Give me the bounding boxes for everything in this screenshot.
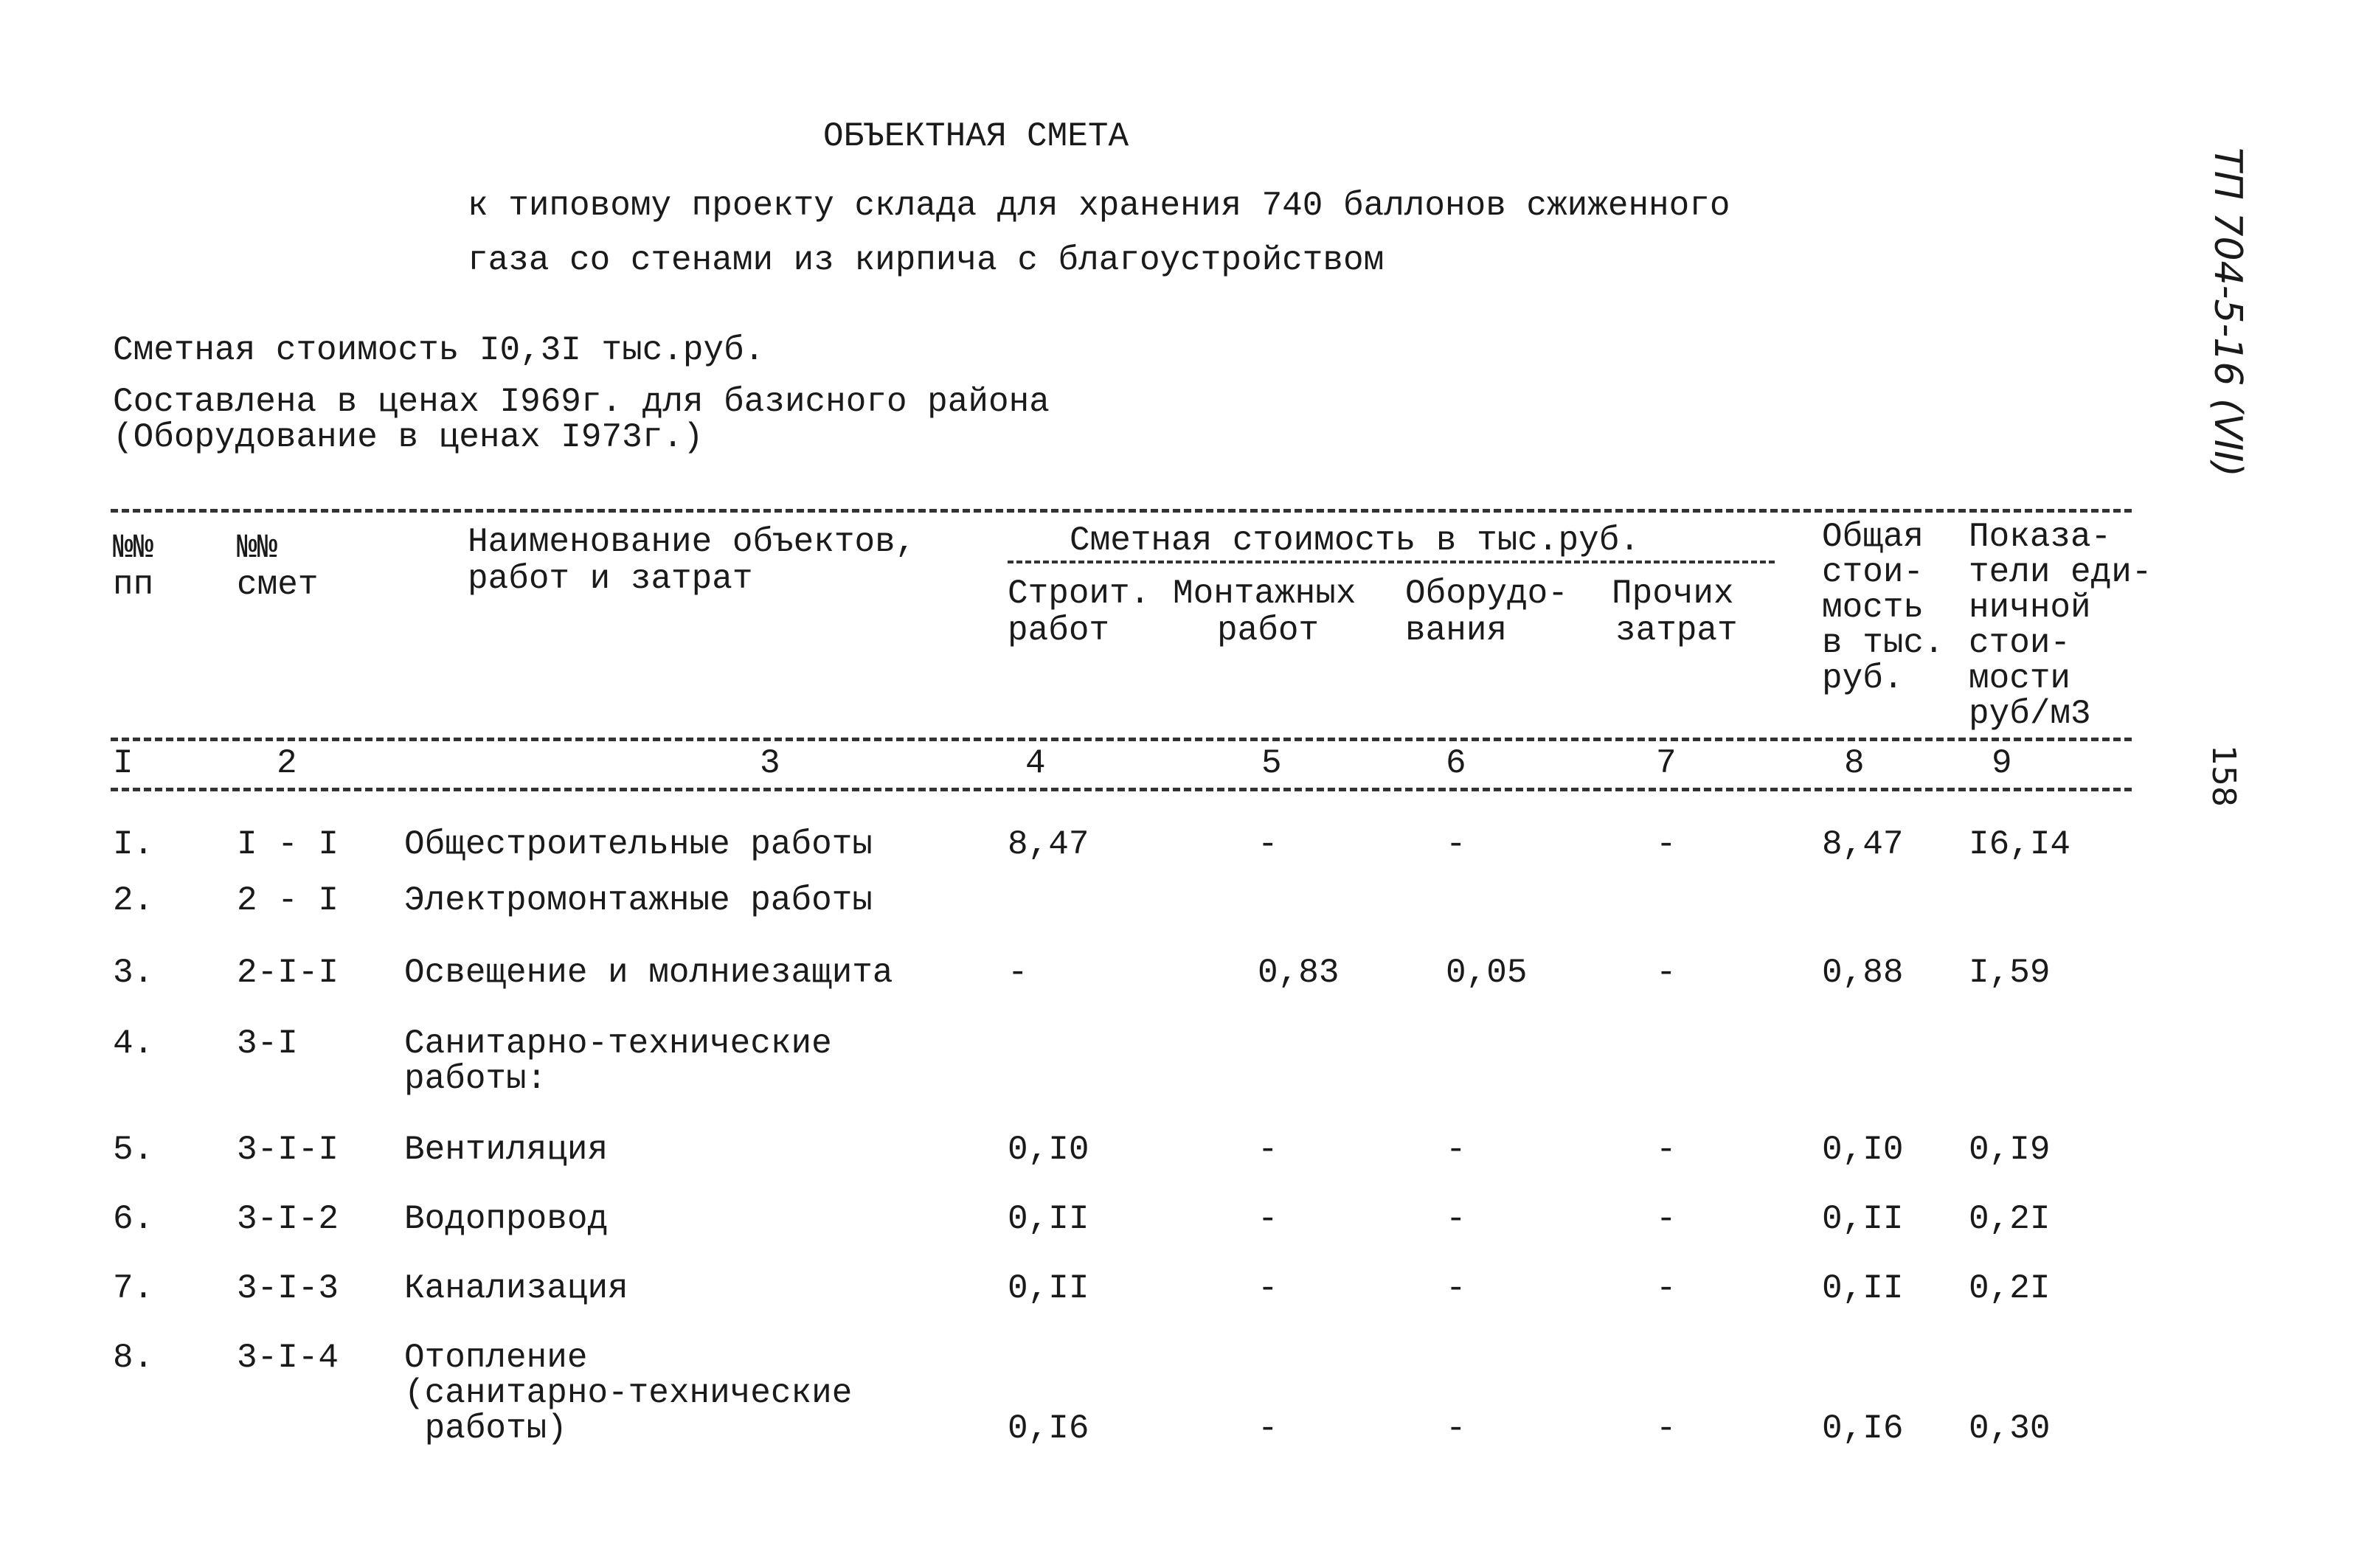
- estimate-code: 3-I-3: [237, 1269, 339, 1308]
- cell-c7: -: [1656, 1131, 1677, 1169]
- row-number: 7.: [113, 1269, 154, 1308]
- cell-c6: -: [1446, 825, 1466, 864]
- header-col8-line: мость: [1822, 589, 1924, 627]
- header-col5-line: работ: [1217, 611, 1320, 650]
- cell-c9: 0,I9: [1969, 1131, 2051, 1169]
- header-col3-line: Наименование объектов,: [468, 523, 916, 561]
- cell-c6: 0,05: [1446, 954, 1528, 992]
- prices-line-2: (Оборудование в ценах I973г.): [113, 418, 704, 457]
- cell-c5: -: [1258, 825, 1278, 864]
- estimate-code: 3-I-I: [237, 1131, 339, 1169]
- estimate-code: 2-I-I: [237, 954, 339, 992]
- header-group-cost: Сметная стоимость в тыс.руб.: [1070, 521, 1640, 560]
- group-underline: [1008, 561, 1775, 563]
- header-col9-line: Показа-: [1969, 518, 2112, 556]
- column-number-3: 3: [760, 744, 780, 783]
- estimate-code: 3-I-4: [237, 1339, 339, 1377]
- header-col1-line: пп: [113, 566, 154, 604]
- row-number: 2.: [113, 881, 154, 920]
- header-col2-line: №№: [237, 529, 278, 567]
- item-name: Электромонтажные работы: [404, 881, 873, 920]
- cell-c8: 0,88: [1822, 954, 1904, 992]
- cell-c8: 0,I6: [1822, 1409, 1904, 1448]
- cell-c5: -: [1258, 1269, 1278, 1308]
- page-number: 158: [2205, 745, 2242, 807]
- estimate-code: 3-I-2: [237, 1200, 339, 1238]
- column-number-2: 2: [277, 744, 297, 783]
- cell-c5: 0,83: [1258, 954, 1340, 992]
- row-number: I.: [113, 825, 154, 864]
- subtitle-line-1: к типовому проекту склада для хранения 740 баллонов сжиженного: [468, 187, 1730, 225]
- cell-c4: 8,47: [1008, 825, 1089, 864]
- item-name: работы): [404, 1409, 567, 1448]
- cell-c7: -: [1656, 954, 1677, 992]
- header-col9-line: мости: [1969, 659, 2071, 698]
- cell-c9: 0,2I: [1969, 1269, 2051, 1308]
- column-number-1: I: [113, 744, 134, 783]
- header-col8-line: руб.: [1822, 659, 1904, 698]
- header-col7-line: Прочих: [1612, 575, 1734, 613]
- cell-c4: -: [1008, 954, 1028, 992]
- item-name: Вентиляция: [404, 1131, 609, 1169]
- cell-c7: -: [1656, 1269, 1677, 1308]
- column-number-6: 6: [1446, 744, 1466, 783]
- cell-c6: -: [1446, 1200, 1466, 1238]
- estimate-code: I - I: [237, 825, 339, 864]
- column-number-7: 7: [1656, 744, 1677, 783]
- header-col5-line: Монтажных: [1173, 575, 1356, 613]
- cell-c9: 0,2I: [1969, 1200, 2051, 1238]
- header-col9-line: ничной: [1969, 589, 2091, 627]
- cell-c9: I,59: [1969, 954, 2051, 992]
- item-name: Отопление: [404, 1339, 588, 1377]
- cell-c6: -: [1446, 1409, 1466, 1448]
- table-top-rule: [111, 509, 2132, 513]
- cell-c4: 0,I0: [1008, 1131, 1089, 1169]
- header-col4-line: Строит.: [1008, 575, 1151, 613]
- header-col9-line: тели еди-: [1969, 553, 2152, 592]
- cell-c5: -: [1258, 1409, 1278, 1448]
- cell-c6: -: [1446, 1131, 1466, 1169]
- cell-c9: I6,I4: [1969, 825, 2071, 864]
- item-name: Водопровод: [404, 1200, 609, 1238]
- item-name: Общестроительные работы: [404, 825, 873, 864]
- column-number-9: 9: [1992, 744, 2012, 783]
- row-number: 4.: [113, 1024, 154, 1063]
- row-number: 3.: [113, 954, 154, 992]
- header-col1-line: №№: [113, 529, 154, 567]
- prices-line-1: Составлена в ценах I969г. для базисного района: [113, 383, 1050, 421]
- cell-c8: 8,47: [1822, 825, 1904, 864]
- header-col2-line: смет: [237, 566, 319, 604]
- side-project-code: ТП 704-5-16 (VII): [2205, 148, 2250, 477]
- item-name: Канализация: [404, 1269, 628, 1308]
- column-number-4: 4: [1025, 744, 1046, 783]
- cell-c5: -: [1258, 1131, 1278, 1169]
- item-name: Санитарно-технические: [404, 1024, 832, 1063]
- cell-c4: 0,II: [1008, 1269, 1089, 1308]
- header-col7-line: затрат: [1615, 611, 1738, 650]
- cell-c7: -: [1656, 1200, 1677, 1238]
- cell-c8: 0,II: [1822, 1269, 1904, 1308]
- document-title: ОБЪЕКТНАЯ СМЕТА: [823, 117, 1129, 156]
- numbers-rule: [111, 788, 2132, 791]
- cell-c7: -: [1656, 1409, 1677, 1448]
- cell-c8: 0,II: [1822, 1200, 1904, 1238]
- column-number-8: 8: [1844, 744, 1865, 783]
- item-name: (санитарно-технические: [404, 1374, 853, 1412]
- item-name: Освещение и молниезащита: [404, 954, 893, 992]
- estimate-code: 2 - I: [237, 881, 339, 920]
- header-col8-line: стои-: [1822, 553, 1924, 592]
- cell-c6: -: [1446, 1269, 1466, 1308]
- header-col3-line: работ и затрат: [468, 560, 753, 598]
- column-number-5: 5: [1261, 744, 1282, 783]
- cell-c4: 0,I6: [1008, 1409, 1089, 1448]
- row-number: 8.: [113, 1339, 154, 1377]
- subtitle-line-2: газа со стенами из кирпича с благоустройством: [468, 241, 1385, 280]
- item-name: работы:: [404, 1060, 547, 1098]
- cell-c5: -: [1258, 1200, 1278, 1238]
- header-col6-line: Оборудо-: [1405, 575, 1568, 613]
- header-col8-line: Общая: [1822, 518, 1924, 556]
- row-number: 6.: [113, 1200, 154, 1238]
- cell-c7: -: [1656, 825, 1677, 864]
- header-col6-line: вания: [1405, 611, 1508, 650]
- header-col4-line: работ: [1008, 611, 1110, 650]
- cell-c8: 0,I0: [1822, 1131, 1904, 1169]
- cell-c9: 0,30: [1969, 1409, 2051, 1448]
- header-col9-line: стои-: [1969, 624, 2071, 662]
- header-col8-line: в тыс.: [1822, 624, 1944, 662]
- header-col9-line: руб/м3: [1969, 695, 2091, 733]
- cell-c4: 0,II: [1008, 1200, 1089, 1238]
- estimated-cost: Сметная стоимость I0,3I тыс.руб.: [113, 331, 765, 370]
- header-rule: [111, 738, 2132, 741]
- row-number: 5.: [113, 1131, 154, 1169]
- estimate-code: 3-I: [237, 1024, 298, 1063]
